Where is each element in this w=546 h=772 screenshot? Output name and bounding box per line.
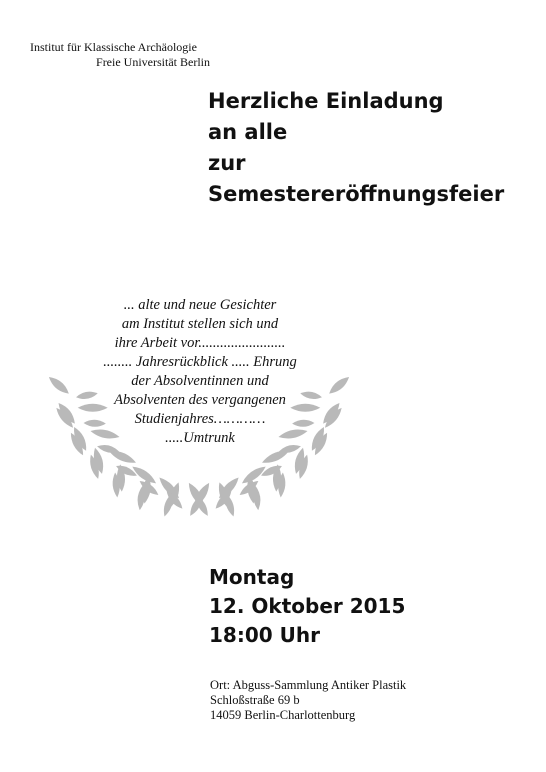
institute-header (30, 40, 210, 70)
institute-name: Institut für Klassische Archäologie (30, 40, 197, 54)
venue-city: 14059 Berlin-Charlottenburg (210, 708, 356, 722)
event-date: 12. Oktober 2015 (209, 594, 406, 618)
program-line: am Institut stellen sich und (121, 316, 279, 332)
venue-place: Ort: Abguss-Sammlung Antiker Plastik (210, 678, 407, 692)
event-datetime (209, 563, 405, 650)
program-line: der Absolventinnen und (131, 373, 269, 389)
university-name: Freie Universität Berlin (96, 55, 210, 69)
title-line-2: an alle (208, 120, 288, 144)
program-text (60, 296, 340, 448)
event-day: Montag (209, 565, 295, 589)
program-line: Absolventen des vergangenen (114, 392, 286, 408)
program-line: ihre Arbeit vor........................ (114, 335, 286, 351)
title-line-3: zur (208, 151, 246, 175)
event-time: 18:00 Uhr (209, 623, 320, 647)
program-line: ... alte und neue Gesichter (123, 297, 277, 313)
title-line-4: Semestereröffnungsfeier (208, 182, 505, 206)
venue-street: Schloßstraße 69 b (210, 693, 300, 707)
program-line: Studienjahres………… (134, 411, 266, 427)
invitation-title (208, 86, 504, 210)
venue-address (210, 678, 406, 723)
title-line-1: Herzliche Einladung (208, 89, 444, 113)
program-line: .....Umtrunk (165, 430, 235, 446)
program-line: ........ Jahresrückblick ..... Ehrung (103, 354, 297, 370)
